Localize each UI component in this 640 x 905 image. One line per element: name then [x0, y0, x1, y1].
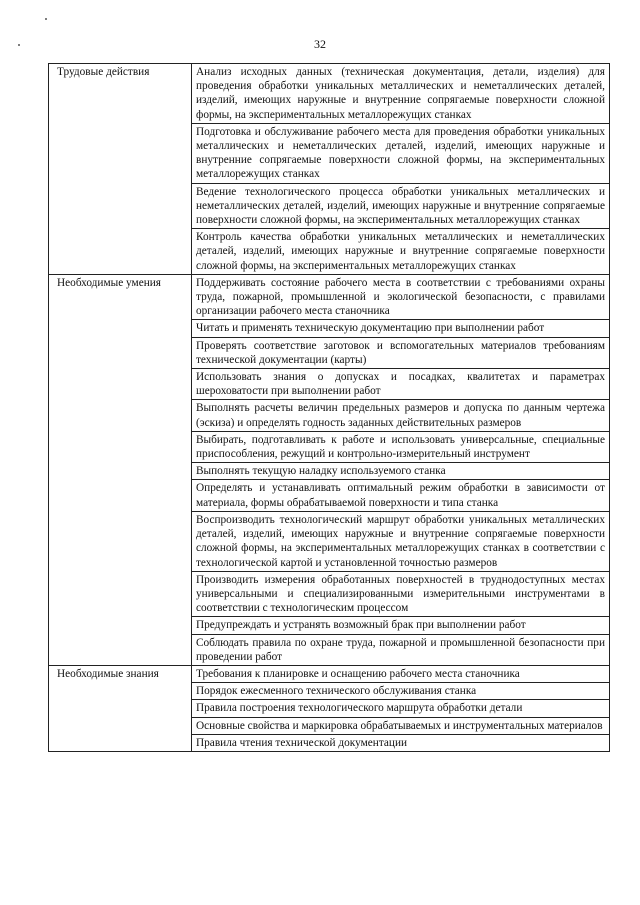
table-row	[49, 511, 610, 571]
competency-table	[48, 63, 610, 752]
item-text: Определять и устанавливать оптимальный режим обработки в зависимости от материала, формы обрабатываемой поверхности и типа станка	[192, 480, 610, 511]
table-row	[49, 683, 610, 700]
table-row	[49, 717, 610, 734]
section-label-continuation	[49, 369, 192, 400]
item-text: Проверять соответствие заготовок и вспомогательных материалов требованиям технической документации (карты)	[192, 337, 610, 368]
table-row	[49, 337, 610, 368]
item-text: Выполнять текущую наладку используемого станка	[192, 463, 610, 480]
item-text: Выбирать, подготавливать к работе и использовать универсальные, специальные приспособления, режущий и контрольно-измерительный инструмент	[192, 431, 610, 462]
section-label-continuation	[49, 734, 192, 751]
table-row	[49, 665, 610, 682]
item-text: Производить измерения обработанных поверхностей в труднодоступных местах универсальными и специализированными измерительными инструментами в соответствии с технологическим процессом	[192, 571, 610, 617]
section-label-continuation	[49, 337, 192, 368]
table-row	[49, 123, 610, 183]
table-row	[49, 431, 610, 462]
table-row	[49, 369, 610, 400]
section-label-continuation	[49, 463, 192, 480]
table-row	[49, 64, 610, 124]
table-row	[49, 480, 610, 511]
section-label-continuation	[49, 229, 192, 275]
item-text: Анализ исходных данных (техническая документация, детали, изделия) для проведения обработки уникальных металлических и неметаллических деталей, изделий, имеющих наружные и внутренние сопрягаемые поверхности сложной формы, на экспериментальных металлорежущих станках	[192, 64, 610, 124]
section-label-continuation	[49, 511, 192, 571]
item-text: Соблюдать правила по охране труда, пожарной и промышленной безопасности при проведении работ	[192, 634, 610, 665]
section-label-continuation	[49, 717, 192, 734]
item-text: Требования к планировке и оснащению рабочего места станочника	[192, 665, 610, 682]
item-text: Правила чтения технической документации	[192, 734, 610, 751]
page-number: 32	[314, 37, 326, 51]
item-text: Основные свойства и маркировка обрабатываемых и инструментальных материалов	[192, 717, 610, 734]
section-label-continuation	[49, 400, 192, 431]
table-row	[49, 571, 610, 617]
table-row	[49, 617, 610, 634]
item-text: Предупреждать и устранять возможный брак при выполнении работ	[192, 617, 610, 634]
section-label-continuation	[49, 571, 192, 617]
table-row	[49, 229, 610, 275]
section-label-continuation	[49, 431, 192, 462]
item-text: Контроль качества обработки уникальных металлических и неметаллических деталей, изделий, имеющих наружные и внутренние сопрягаемые поверхности сложной формы, на экспериментальных металлорежущих станках	[192, 229, 610, 275]
table-row	[49, 274, 610, 320]
section-label-continuation	[49, 480, 192, 511]
section-label: Необходимые умения	[49, 274, 192, 320]
scan-speck	[45, 18, 47, 20]
item-text: Читать и применять техническую документацию при выполнении работ	[192, 320, 610, 337]
item-text: Ведение технологического процесса обработки уникальных металлических и неметаллических деталей, изделий, имеющих наружные и внутренние сопрягаемые поверхности сложной формы, на экспериментальных металлорежущих станках	[192, 183, 610, 229]
section-label-continuation	[49, 617, 192, 634]
table-row	[49, 634, 610, 665]
section-label-continuation	[49, 183, 192, 229]
table-row	[49, 183, 610, 229]
section-label-continuation	[49, 320, 192, 337]
item-text: Воспроизводить технологический маршрут обработки уникальных металлических деталей, изделий, имеющих наружные и внутренние сопрягаемые поверхности сложной формы, на экспериментальных металлорежущих станках в соответствии с технологической картой и установленной точностью размеров	[192, 511, 610, 571]
section-label: Трудовые действия	[49, 64, 192, 124]
section-label-continuation	[49, 683, 192, 700]
item-text: Использовать знания о допусках и посадках, квалитетах и параметрах шероховатости при выполнении работ	[192, 369, 610, 400]
table-row	[49, 320, 610, 337]
table-row	[49, 700, 610, 717]
item-text: Подготовка и обслуживание рабочего места для проведения обработки уникальных металлических и неметаллических деталей, изделий, имеющих наружные и внутренние сопрягаемые поверхности сложной формы, на экспериментальных металлорежущих станках	[192, 123, 610, 183]
section-label-continuation	[49, 634, 192, 665]
section-label-continuation	[49, 123, 192, 183]
section-label-continuation	[49, 700, 192, 717]
section-label: Необходимые знания	[49, 665, 192, 682]
item-text: Выполнять расчеты величин предельных размеров и допуска по данным чертежа (эскиза) и определять годность заданных действительных размеров	[192, 400, 610, 431]
item-text: Поддерживать состояние рабочего места в соответствии с требованиями охраны труда, пожарной, промышленной и экологической безопасности, с правилами организации рабочего места станочника	[192, 274, 610, 320]
item-text: Порядок ежесменного технического обслуживания станка	[192, 683, 610, 700]
table-row	[49, 734, 610, 751]
table-row	[49, 463, 610, 480]
table-row	[49, 400, 610, 431]
item-text: Правила построения технологического маршрута обработки детали	[192, 700, 610, 717]
